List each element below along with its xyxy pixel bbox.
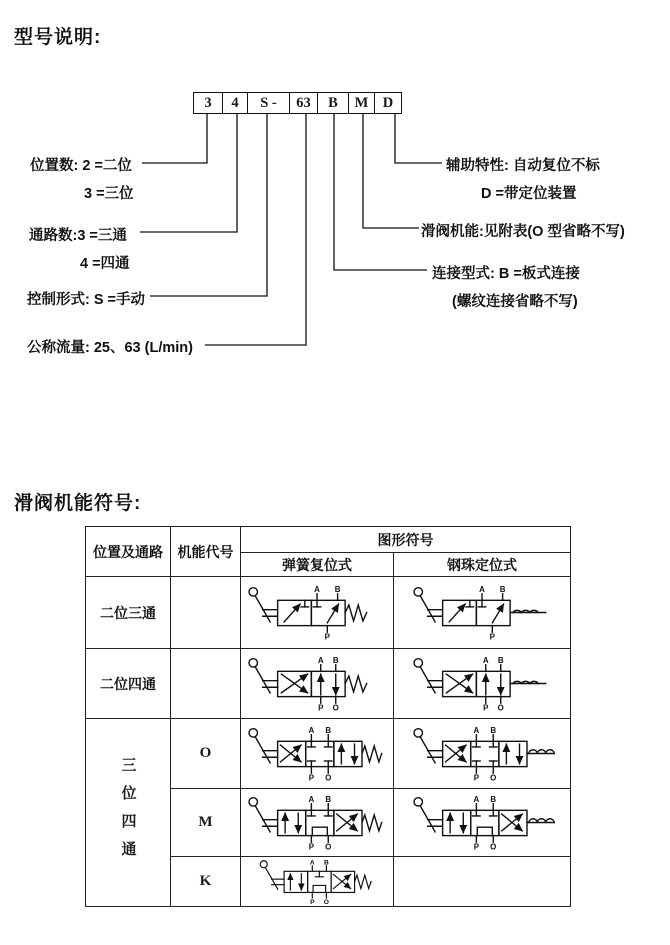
port-label: P bbox=[483, 703, 489, 712]
port-label: B bbox=[332, 655, 339, 665]
cell-symbol-2p3w-spring bbox=[241, 577, 394, 649]
label-connection-line2: (螺纹连接省略不写) bbox=[452, 294, 578, 310]
lever-icon bbox=[414, 588, 443, 622]
cell-symbol-m-ball bbox=[394, 789, 571, 857]
cell-symbol-o-ball bbox=[394, 719, 571, 789]
symbol-section-title: 滑阀机能符号: bbox=[14, 493, 142, 514]
detent-icon bbox=[527, 750, 554, 754]
header-position-ways: 位置及通路 bbox=[86, 527, 171, 577]
label-flow: 公称流量: 25、63 (L/min) bbox=[27, 340, 193, 356]
code-cell-control: S - bbox=[247, 92, 290, 114]
port-label: P bbox=[324, 632, 330, 641]
cell-row-label-2p3w: 二位三通 bbox=[86, 577, 171, 649]
label-connection-line1: 连接型式: B =板式连接 bbox=[432, 266, 580, 282]
port-label: A bbox=[317, 655, 324, 665]
lever-icon bbox=[414, 659, 443, 693]
port-label: B bbox=[324, 859, 329, 867]
port-label: A bbox=[309, 859, 315, 867]
port-label: B bbox=[497, 655, 504, 665]
spring-icon bbox=[362, 815, 382, 831]
valve-symbol-2p4w-spring bbox=[242, 655, 392, 712]
spool-symbol-table bbox=[85, 526, 571, 907]
model-code-box bbox=[193, 92, 402, 114]
label-control: 控制形式: S =手动 bbox=[27, 292, 146, 308]
port-label: O bbox=[325, 842, 332, 851]
cell-symbol-k-ball-empty bbox=[394, 857, 571, 907]
label-ways-line2: 4 =四通 bbox=[80, 256, 130, 272]
code-cell-aux: D bbox=[374, 92, 402, 114]
port-label: P bbox=[318, 703, 324, 712]
header-ball-detent: 钢珠定位式 bbox=[394, 553, 571, 577]
code-cell-connection: B bbox=[317, 92, 349, 114]
port-label: A bbox=[314, 584, 320, 594]
cell-symbol-k-spring bbox=[241, 857, 394, 907]
code-cell-ways: 4 bbox=[222, 92, 249, 114]
spring-icon bbox=[355, 875, 371, 888]
label-spool: 滑阀机能:见附表(O 型省略不写) bbox=[421, 224, 625, 240]
valve-symbol-m-ball bbox=[407, 794, 557, 851]
port-label: A bbox=[473, 725, 480, 735]
valve-symbol-o-spring bbox=[242, 725, 392, 782]
vertical-row-label: 三位四通 bbox=[119, 756, 137, 869]
port-label: P bbox=[308, 842, 315, 851]
cell-symbol-m-spring bbox=[241, 789, 394, 857]
lever-icon bbox=[414, 729, 443, 763]
cell-code-o: O bbox=[171, 719, 241, 789]
code-cell-flow: 63 bbox=[289, 92, 319, 114]
cell-symbol-2p4w-spring bbox=[241, 649, 394, 719]
valve-symbol-2p3w-spring bbox=[242, 584, 392, 641]
code-cell-spool: M bbox=[348, 92, 376, 114]
detent-icon bbox=[510, 610, 546, 612]
label-positions-line2: 3 =三位 bbox=[84, 186, 134, 202]
code-cell-positions: 3 bbox=[193, 92, 223, 114]
port-label: B bbox=[334, 584, 341, 594]
label-positions-line1: 位置数: 2 =二位 bbox=[30, 158, 132, 174]
valve-symbol-o-ball bbox=[407, 725, 557, 782]
cell-code-2p4w bbox=[171, 649, 241, 719]
lever-icon bbox=[260, 861, 284, 890]
cell-code-k: K bbox=[171, 857, 241, 907]
port-label: B bbox=[490, 725, 497, 735]
lever-icon bbox=[414, 798, 443, 832]
port-label: B bbox=[490, 794, 497, 804]
port-label: O bbox=[490, 773, 497, 782]
port-label: O bbox=[332, 703, 339, 712]
cell-symbol-o-spring bbox=[241, 719, 394, 789]
table-row-3p4w-o bbox=[86, 719, 571, 789]
detent-icon bbox=[510, 681, 546, 683]
cell-symbol-2p3w-ball bbox=[394, 577, 571, 649]
header-function-code: 机能代号 bbox=[171, 527, 241, 577]
lever-icon bbox=[249, 798, 278, 832]
valve-symbol-2p4w-ball bbox=[407, 655, 557, 712]
valve-symbol-m-spring bbox=[242, 794, 392, 851]
port-label: B bbox=[499, 584, 506, 594]
spring-icon bbox=[362, 746, 382, 762]
label-ways-line1: 通路数:3 =三通 bbox=[29, 228, 127, 244]
port-label: P bbox=[473, 842, 480, 851]
port-label: B bbox=[325, 725, 332, 735]
port-label: O bbox=[490, 842, 497, 851]
port-label: A bbox=[308, 794, 315, 804]
port-label: P bbox=[473, 773, 480, 782]
table-row-2p3w bbox=[86, 577, 571, 649]
port-label: A bbox=[479, 584, 485, 594]
lever-icon bbox=[249, 588, 278, 622]
port-label: P bbox=[489, 632, 495, 641]
port-label: O bbox=[325, 773, 332, 782]
port-label: O bbox=[323, 899, 329, 905]
cell-row-label-2p4w: 二位四通 bbox=[86, 649, 171, 719]
cell-symbol-2p4w-ball bbox=[394, 649, 571, 719]
port-label: A bbox=[482, 655, 489, 665]
label-aux-line1: 辅助特性: 自动复位不标 bbox=[446, 158, 600, 174]
port-label: A bbox=[473, 794, 480, 804]
valve-symbol-2p3w-ball bbox=[407, 584, 557, 641]
port-label: P bbox=[308, 773, 315, 782]
valve-symbol-k-spring bbox=[252, 858, 382, 905]
header-spring-reset: 弹簧复位式 bbox=[241, 553, 394, 577]
cell-code-m: M bbox=[171, 789, 241, 857]
detent-icon bbox=[527, 819, 554, 823]
spring-icon bbox=[345, 676, 367, 692]
port-label: P bbox=[310, 899, 315, 905]
label-aux-line2: D =带定位装置 bbox=[481, 186, 577, 202]
port-label: O bbox=[497, 703, 504, 712]
cell-row-label-3p4w bbox=[86, 719, 171, 907]
model-section-title: 型号说明: bbox=[14, 27, 102, 48]
header-graphic-symbol: 图形符号 bbox=[241, 527, 571, 553]
port-label: A bbox=[308, 725, 315, 735]
cell-code-2p3w bbox=[171, 577, 241, 649]
port-label: B bbox=[325, 794, 332, 804]
lever-icon bbox=[249, 659, 278, 693]
table-row-2p4w bbox=[86, 649, 571, 719]
lever-icon bbox=[249, 729, 278, 763]
spring-icon bbox=[345, 605, 367, 621]
